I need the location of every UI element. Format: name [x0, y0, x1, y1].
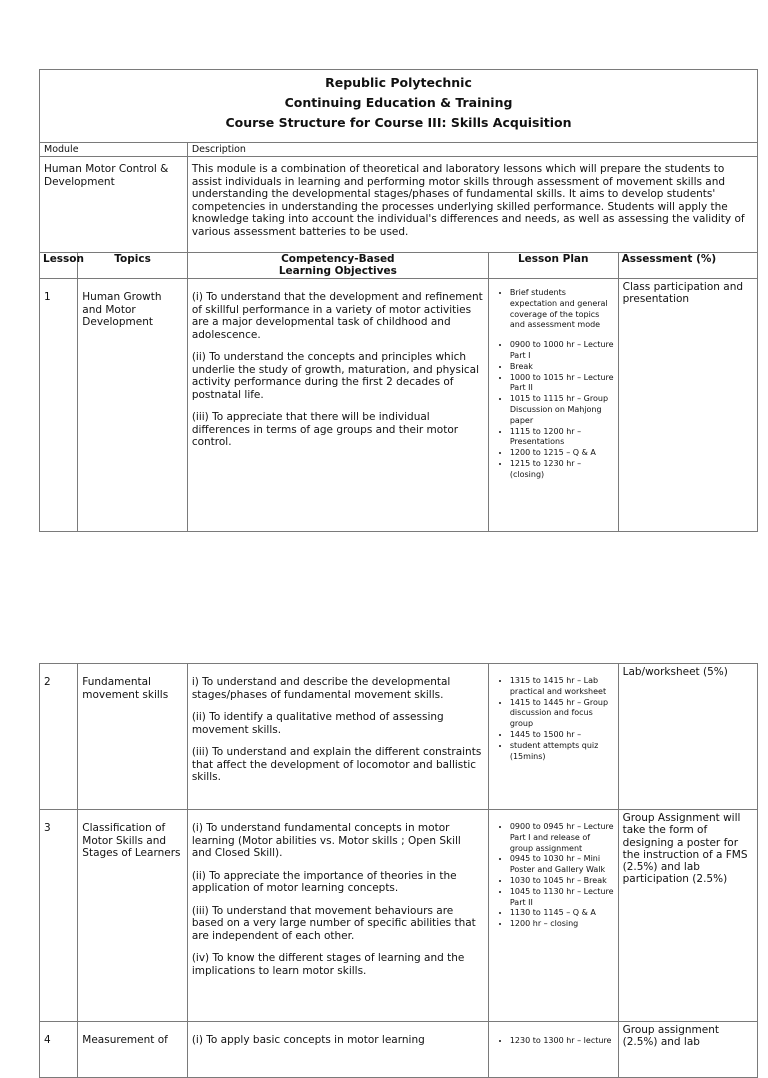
objective-item: (ii) To understand the concepts and principles which underlie the study of growth, maturation, and physical activity performance during the first 2 decades of postnatal life. — [191, 351, 480, 401]
col-objectives-header — [187, 253, 488, 279]
plan-item: • student attempts quiz (15mins) — [510, 741, 614, 763]
plan-item: • 0900 to 0945 hr – Lecture Part I and release of group assignment — [510, 822, 614, 854]
lesson-objectives — [187, 664, 488, 810]
plan-item: • 1200 hr – closing — [510, 919, 614, 930]
objective-item: i) To understand and describe the developmental stages/phases of fundamental movement skills. — [191, 676, 451, 701]
description-label: Description — [187, 143, 757, 157]
lesson-topic: Human Growth and Motor Development — [78, 279, 188, 532]
lesson-assessment: Class participation and presentation — [618, 279, 757, 532]
title-row — [40, 70, 758, 143]
lesson-plan-list — [493, 822, 614, 930]
plan-item: • 1000 to 1015 hr – Lecture Part II — [510, 373, 614, 395]
lesson-topic: Measurement of — [78, 1022, 188, 1078]
lesson-topic: Fundamental movement skills — [78, 664, 188, 810]
module-description: This module is a combination of theoretical and laboratory lessons which will prepare the students to assist individuals in learning and performing motor skills through assessment of movement skills and understanding the developmental stages/phases of fundamental skills. It aims to develop students' competencies in understanding the processes underlying skilled performance. Students will apply the knowledge taking into account the individual's differences and needs, as well as assessing the validity of various assessment batteries to be used. — [187, 157, 757, 253]
plan-item: • 0900 to 1000 hr – Lecture Part I — [510, 340, 614, 362]
objective-item: (ii) To identify a qualitative method of assessing movement skills. — [191, 711, 444, 736]
lesson-number: 1 — [40, 279, 78, 532]
department-title: Continuing Education & Training — [284, 95, 513, 110]
plan-spacer — [510, 331, 614, 340]
objective-item: (iii) To understand and explain the different constraints that affect the development of locomotor and ballistic skills. — [191, 746, 482, 783]
objective-item: (i) To apply basic concepts in motor learning — [191, 1034, 425, 1046]
objective-item: (i) To understand that the development and refinement of skillful performance in a variety of motor activities are a major developmental task of childhood and adolescence. — [191, 291, 483, 341]
objectives-header-line2: Learning Objectives — [278, 264, 397, 277]
module-row — [40, 157, 758, 253]
module-label-row — [40, 143, 758, 157]
lesson-plan-list — [493, 676, 614, 762]
plan-item: • Break — [510, 362, 614, 373]
objective-item: (i) To understand fundamental concepts in motor learning (Motor abilities vs. Motor skills ; Open Skill and Closed Skill). — [191, 822, 461, 859]
plan-item: • 0945 to 1030 hr – Mini Poster and Gallery Walk — [510, 854, 614, 876]
lesson-row — [40, 810, 758, 1022]
col-lesson-header: Lesson — [40, 253, 78, 279]
lesson-assessment: Group assignment (2.5%) and lab — [618, 1022, 757, 1078]
course-structure-table-1 — [39, 69, 758, 532]
plan-item: • 1130 to 1145 – Q & A — [510, 908, 614, 919]
objective-item: (iii) To appreciate that there will be individual differences in terms of age groups and their motor control. — [191, 411, 459, 448]
lesson-plan — [488, 1022, 618, 1078]
module-name: Human Motor Control & Development — [40, 157, 188, 253]
plan-item: • 1315 to 1415 hr – Lab practical and worksheet — [510, 676, 614, 698]
objective-item: (iv) To know the different stages of learning and the implications to learn motor skills. — [191, 952, 465, 977]
col-topics-header: Topics — [78, 253, 188, 279]
lesson-number: 4 — [40, 1022, 78, 1078]
plan-item: • 1045 to 1130 hr – Lecture Part II — [510, 887, 614, 909]
objectives-header-line1: Competency-Based — [281, 253, 395, 265]
lesson-plan-list — [493, 288, 614, 481]
lesson-plan — [488, 279, 618, 532]
lesson-plan-list — [493, 1036, 614, 1047]
lesson-number: 2 — [40, 664, 78, 810]
objective-item: (ii) To appreciate the importance of theories in the application of motor learning concepts. — [191, 869, 457, 894]
lesson-objectives — [187, 1022, 488, 1078]
plan-item: • 1415 to 1445 hr – Group discussion and focus group — [510, 698, 614, 730]
title-block — [40, 70, 758, 143]
lesson-row — [40, 664, 758, 810]
lesson-row — [40, 1022, 758, 1078]
lesson-row — [40, 279, 758, 532]
plan-item: • 1030 to 1045 hr – Break — [510, 876, 614, 887]
lesson-objectives — [187, 810, 488, 1022]
plan-item: • 1200 to 1215 – Q & A — [510, 448, 614, 459]
column-header-row — [40, 253, 758, 279]
plan-item: • 1230 to 1300 hr – lecture — [510, 1036, 614, 1047]
lesson-assessment: Lab/worksheet (5%) — [618, 664, 757, 810]
plan-item: • Brief students expectation and general coverage of the topics and assessment mode — [510, 288, 614, 331]
col-plan-header: Lesson Plan — [488, 253, 618, 279]
lesson-assessment: Group Assignment will take the form of designing a poster for the instruction of a FMS (2.5%) and lab participation (2.5%) — [618, 810, 757, 1022]
lesson-plan — [488, 810, 618, 1022]
plan-item: • 1215 to 1230 hr – (closing) — [510, 459, 614, 481]
objective-item: (iii) To understand that movement behaviours are based on a very large number of specific abilities that are independent of each other. — [191, 904, 476, 942]
col-assessment-header: Assessment (%) — [618, 253, 757, 279]
lesson-topic: Classification of Motor Skills and Stages of Learners — [78, 810, 188, 1022]
course-title: Course Structure for Course III: Skills Acquisition — [225, 115, 572, 130]
plan-item: • 1015 to 1115 hr – Group Discussion on Mahjong paper — [510, 394, 614, 426]
plan-item: • 1445 to 1500 hr – — [510, 730, 614, 741]
institution-title: Republic Polytechnic — [325, 75, 472, 90]
course-structure-table-2 — [39, 663, 758, 1078]
plan-item: • 1115 to 1200 hr – Presentations — [510, 427, 614, 449]
module-label: Module — [40, 143, 188, 157]
lesson-plan — [488, 664, 618, 810]
lesson-number: 3 — [40, 810, 78, 1022]
lesson-objectives — [187, 279, 488, 532]
